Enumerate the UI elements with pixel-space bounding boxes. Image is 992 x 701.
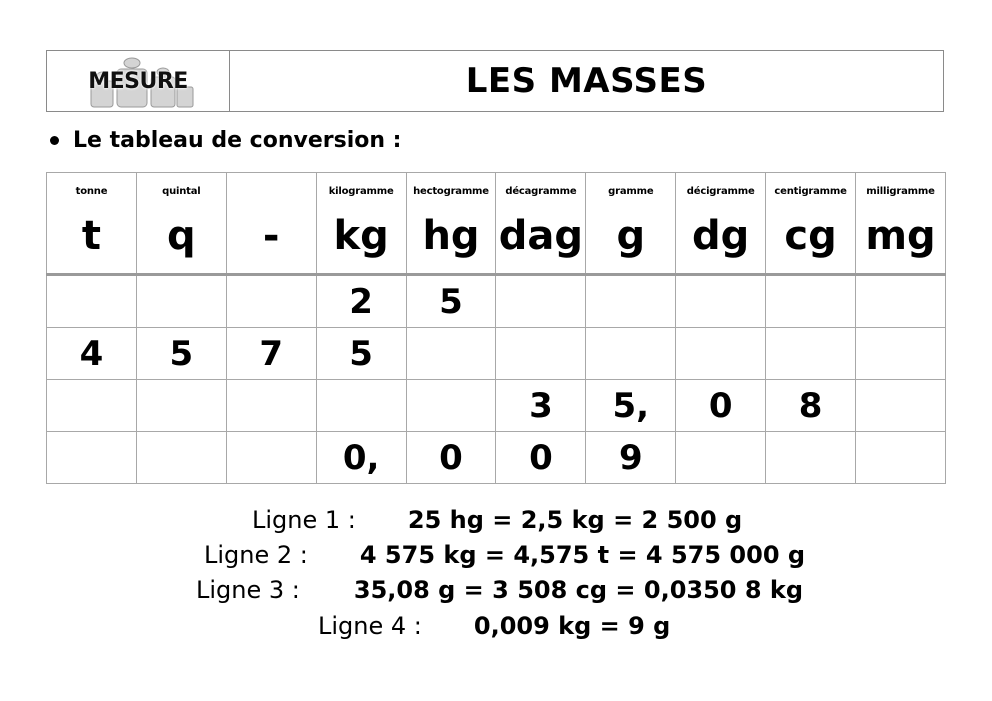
page-title: LES MASSES: [465, 61, 708, 101]
unit-symbol: q: [167, 213, 196, 259]
table-cell: [856, 432, 946, 484]
table-cell: 4: [47, 328, 137, 380]
conversion-table: [46, 172, 946, 484]
unit-header-cell: [226, 173, 316, 275]
unit-name: quintal: [162, 186, 201, 197]
badge-label: MESURE: [88, 68, 188, 94]
unit-name: hectogramme: [413, 186, 489, 197]
line-equation: 4 575 kg = 4,575 t = 4 575 000 g: [359, 541, 806, 569]
unit-header-cell: [47, 173, 137, 275]
unit-symbol: g: [616, 213, 646, 259]
unit-symbol: -: [262, 213, 280, 259]
unit-symbol: dag: [498, 213, 584, 259]
table-cell: [676, 432, 766, 484]
table-cell: 0: [406, 432, 496, 484]
section-heading-text: Le tableau de conversion :: [73, 128, 402, 153]
table-cell: 0: [676, 380, 766, 432]
unit-header-cell: [676, 173, 766, 275]
unit-name: centigramme: [774, 186, 847, 197]
line-equation: 35,08 g = 3 508 cg = 0,0350 8 kg: [353, 576, 804, 604]
table-cell: [586, 275, 676, 328]
table-cell: 5: [406, 275, 496, 328]
table-cell: [676, 275, 766, 328]
unit-header-cell: [406, 173, 496, 275]
table-cell: [856, 380, 946, 432]
table-cell: [136, 432, 226, 484]
unit-name: kilogramme: [328, 186, 394, 197]
table-cell: [47, 380, 137, 432]
line-label: Ligne 3 :: [196, 576, 300, 604]
table-cell: [226, 432, 316, 484]
table-cell: [766, 275, 856, 328]
unit-name: milligramme: [866, 186, 935, 197]
table-cell: 3: [496, 380, 586, 432]
table-cell: [856, 275, 946, 328]
unit-header-cell: [766, 173, 856, 275]
table-cell: 9: [586, 432, 676, 484]
line-label: Ligne 4 :: [318, 612, 422, 640]
unit-symbol: mg: [865, 213, 936, 259]
unit-header-cell: [856, 173, 946, 275]
unit-symbol: t: [81, 213, 101, 259]
unit-symbol: dg: [692, 213, 750, 259]
section-heading: [50, 128, 401, 153]
line-equation: 0,009 kg = 9 g: [473, 612, 671, 640]
conversion-line-3: [196, 576, 803, 604]
line-label: Ligne 1 :: [252, 506, 356, 534]
unit-name: décagramme: [505, 186, 577, 197]
table-cell: 0,: [316, 432, 406, 484]
table-cell: [496, 275, 586, 328]
conversion-line-2: [204, 541, 805, 569]
unit-header-cell: [496, 173, 586, 275]
table-cell: 7: [226, 328, 316, 380]
table-cell: 2: [316, 275, 406, 328]
line-equation: 25 hg = 2,5 kg = 2 500 g: [407, 506, 743, 534]
unit-name: décigramme: [686, 186, 755, 197]
table-cell: [226, 380, 316, 432]
table-row: [47, 275, 946, 328]
unit-symbol: cg: [784, 213, 837, 259]
table-cell: [226, 275, 316, 328]
unit-symbol: kg: [333, 213, 389, 259]
mesure-badge: [47, 51, 230, 111]
unit-name: gramme: [608, 186, 654, 197]
table-cell: 5: [136, 328, 226, 380]
table-cell: 8: [766, 380, 856, 432]
table-row: [47, 380, 946, 432]
unit-header-cell: [586, 173, 676, 275]
table-cell: [47, 275, 137, 328]
table-cell: [136, 275, 226, 328]
table-cell: [316, 380, 406, 432]
unit-header-cell: [316, 173, 406, 275]
unit-header-row: [47, 173, 946, 275]
table-row: [47, 328, 946, 380]
conversion-line-4: [318, 612, 670, 640]
table-cell: [47, 432, 137, 484]
page-header: [46, 50, 944, 112]
unit-name: tonne: [75, 186, 108, 197]
table-cell: [406, 380, 496, 432]
unit-name: [227, 186, 316, 200]
table-cell: [586, 328, 676, 380]
table-cell: [136, 380, 226, 432]
table-cell: 0: [496, 432, 586, 484]
table-row: [47, 432, 946, 484]
table-cell: [676, 328, 766, 380]
table-cell: [496, 328, 586, 380]
unit-symbol: hg: [422, 213, 480, 259]
table-cell: [766, 432, 856, 484]
table-cell: [406, 328, 496, 380]
table-cell: [766, 328, 856, 380]
table-cell: 5: [316, 328, 406, 380]
table-cell: [856, 328, 946, 380]
unit-header-cell: [136, 173, 226, 275]
conversion-line-1: [252, 506, 742, 534]
table-cell: 5,: [586, 380, 676, 432]
bullet-icon: [50, 136, 59, 145]
line-label: Ligne 2 :: [204, 541, 308, 569]
